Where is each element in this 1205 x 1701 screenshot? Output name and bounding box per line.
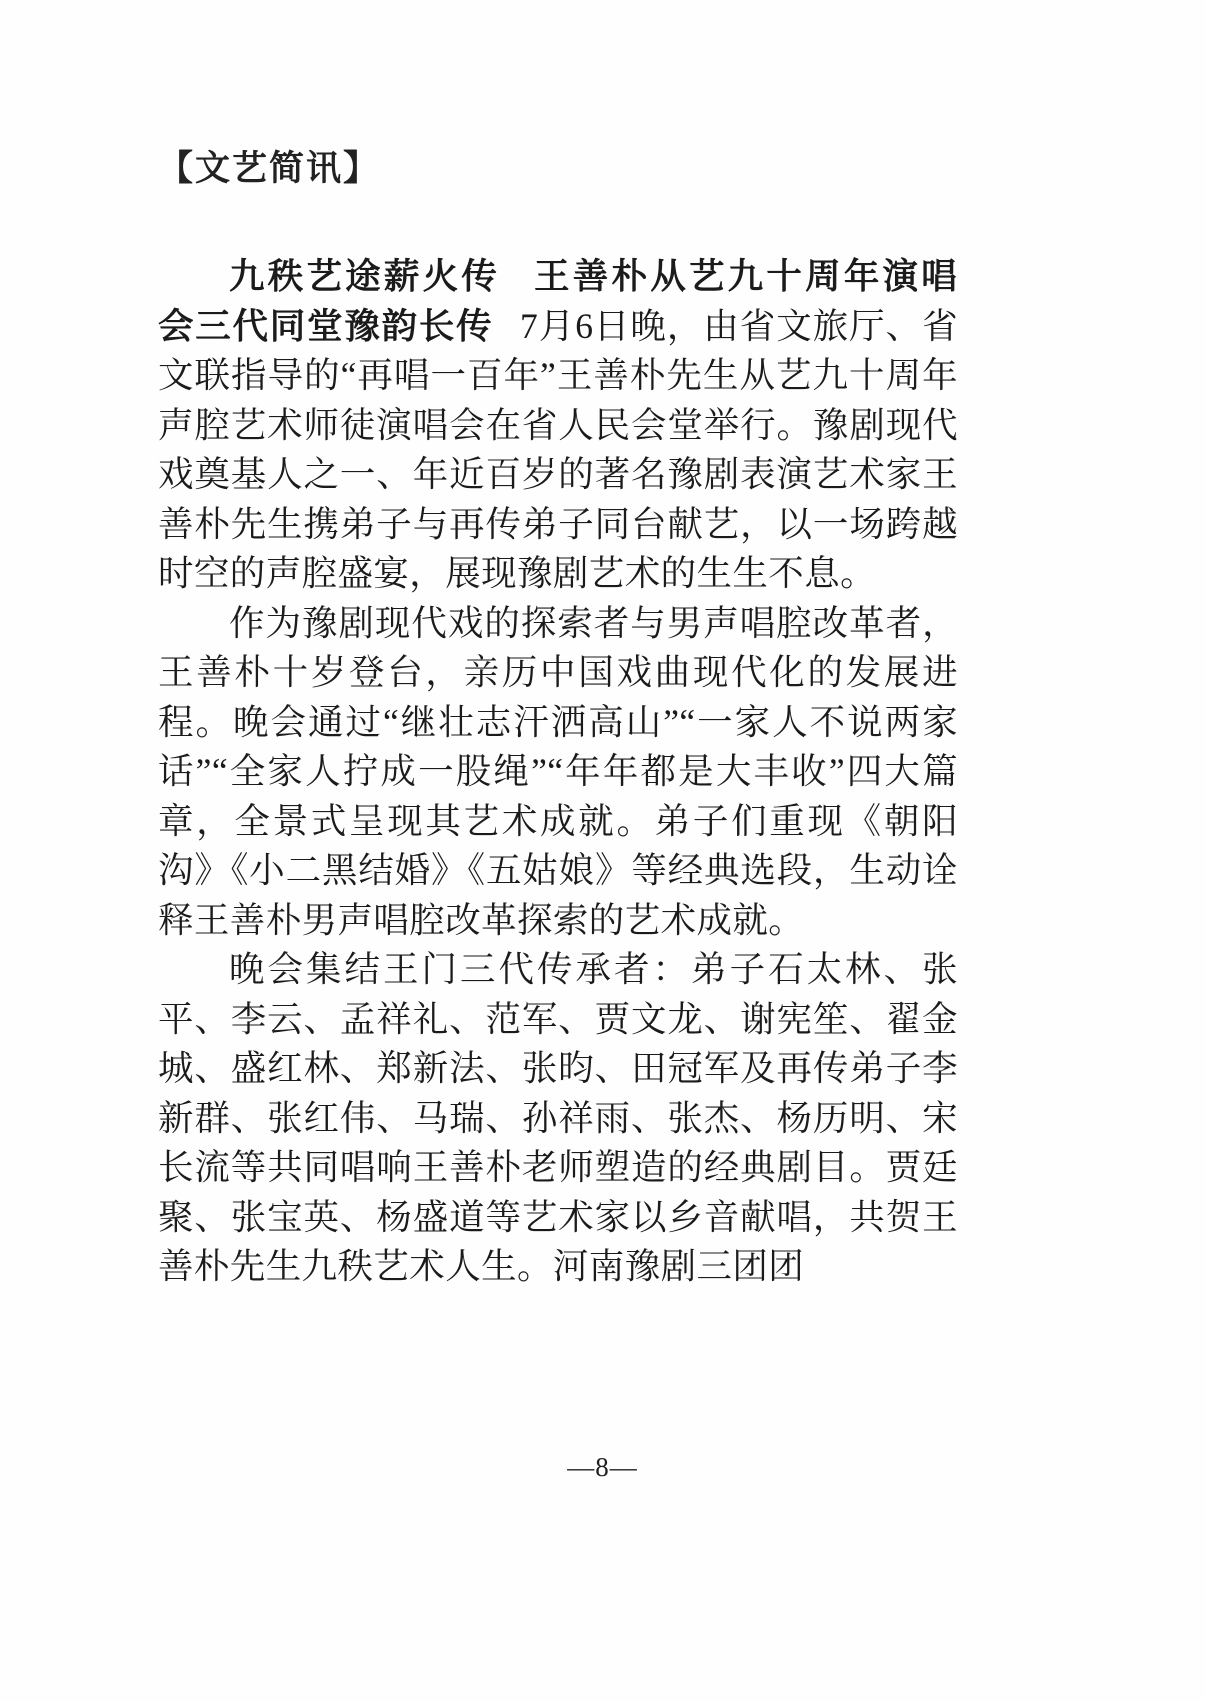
page-number: —8— — [567, 1452, 638, 1482]
article-lede-text: 7月6日晚，由省文旅厅、省文联指导的“再唱一百年”王善朴先生从艺九十周年声腔艺术师徒演唱会在省人民会堂举行。豫剧现代戏奠基人之一、年近百岁的著名豫剧表演艺术家王善朴先生携弟子与再传弟子同台献艺，以一场跨越时空的声腔盛宴，展现豫剧艺术的生生不息。 — [158, 305, 958, 593]
article-lede-paragraph — [158, 252, 958, 599]
article-paragraph-2: 作为豫剧现代戏的探索者与男声唱腔改革者，王善朴十岁登台，亲历中国戏曲现代化的发展进程。晚会通过“继壮志汗洒高山”“一家人不说两家话”“全家人拧成一股绳”“年年都是大丰收”四大篇章，全景式呈现其艺术成就。弟子们重现《朝阳沟》《小二黑结婚》《五姑娘》等经典选段，生动诠释王善朴男声唱腔改革探索的艺术成就。 — [158, 602, 958, 940]
article-body — [158, 252, 958, 1292]
page-content — [158, 148, 958, 1292]
article-paragraph-3: 晚会集结王门三代传承者：弟子石太林、张平、李云、孟祥礼、范军、贾文龙、谢宪笙、翟金城、盛红林、郑新法、张昀、田冠军及再传弟子李新群、张红伟、马瑞、孙祥雨、张杰、杨历明、宋长流等共同唱响王善朴老师塑造的经典剧目。贾廷聚、张宝英、杨盛道等艺术家以乡音献唱，共贺王善朴先生九秩艺术人生。河南豫剧三团团 — [158, 949, 958, 1286]
article-headline-part1: 九秩艺途薪火传 — [229, 256, 501, 296]
article-headline-part2: 王善朴从艺九十周年演唱会三代同堂豫韵长传 — [158, 256, 958, 346]
section-header: 【文艺简讯】 — [158, 149, 381, 188]
